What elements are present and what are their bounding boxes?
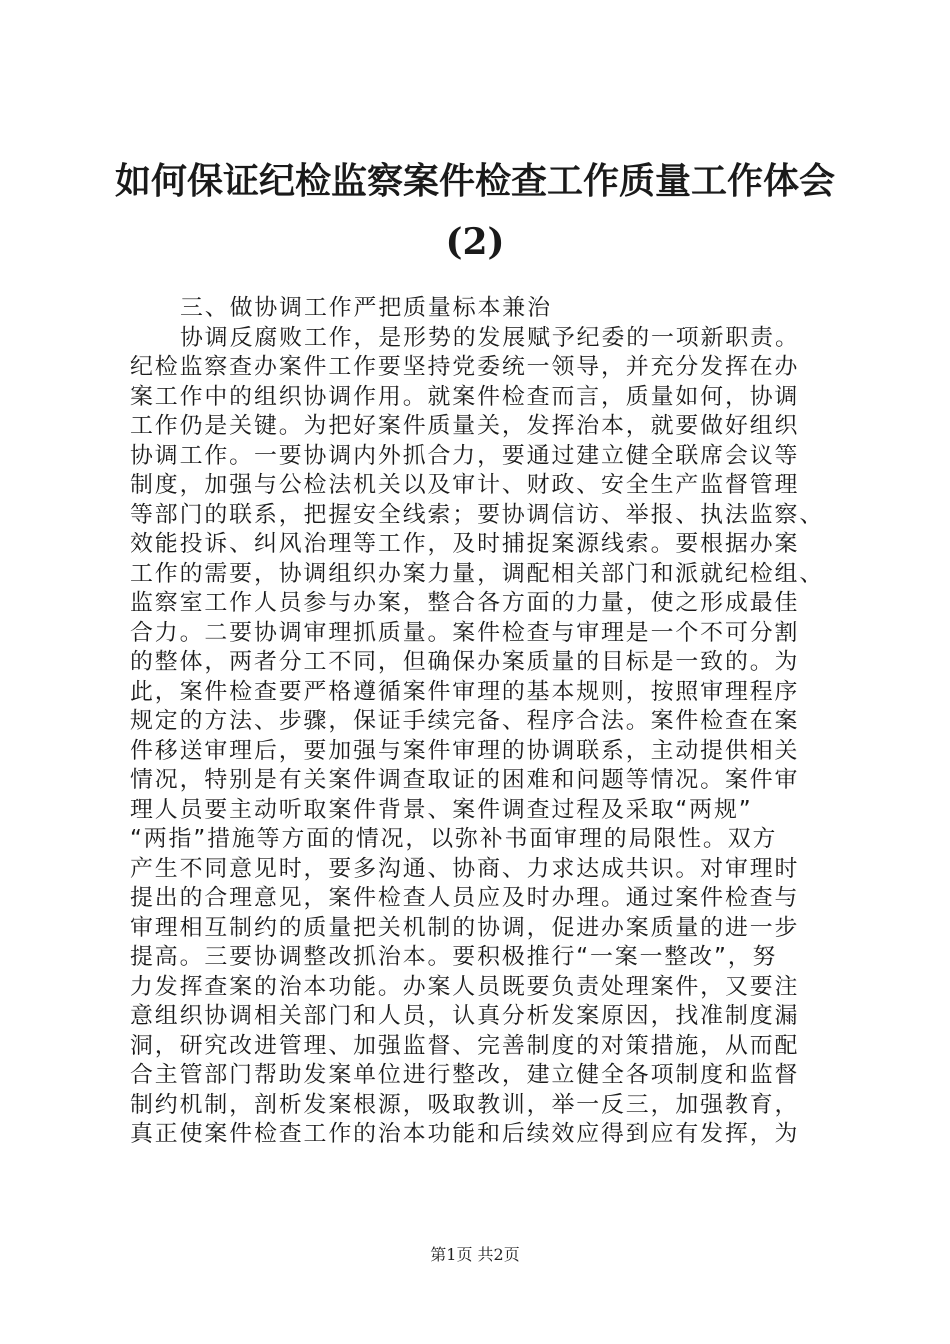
document-title-suffix: (2): [445, 221, 505, 263]
paragraph-line: 等部门的联系，把握安全线索；要协调信访、举报、执法监察、: [130, 501, 825, 528]
paragraph-line: 产生不同意见时，要多沟通、协商、力求达成共识。对审理时: [130, 855, 800, 882]
paragraph-line: 制约机制，剖析发案根源，吸取教训，举一反三，加强教育，: [130, 1091, 800, 1118]
paragraph-line: 制度，加强与公检法机关以及审计、财政、安全生产监督管理: [130, 472, 800, 498]
paragraph-line: 洞，研究改进管理、加强监督、完善制度的对策措施，从而配: [130, 1032, 800, 1059]
paragraph-line: 的整体，两者分工不同，但确保办案质量的目标是一致的。为: [130, 649, 800, 675]
section-heading: 三、做协调工作严把质量标本兼治: [180, 295, 552, 321]
paragraph-line: 效能投诉、纠风治理等工作，及时捕捉案源线索。要根据办案: [130, 531, 800, 557]
paragraph-line: 真正使案件检查工作的治本功能和后续效应得到应有发挥，为: [130, 1121, 800, 1147]
paragraph-line: 合主管部门帮助发案单位进行整改，建立健全各项制度和监督: [130, 1062, 800, 1088]
paragraph-line: 工作的需要，协调组织办案力量，调配相关部门和派就纪检组、: [130, 560, 825, 587]
page-footer: 第1页 共2页: [430, 1245, 520, 1264]
paragraph-line: 纪检监察查办案件工作要坚持党委统一领导，并充分发挥在办: [130, 354, 800, 380]
paragraph-line: 工作仍是关键。为把好案件质量关，发挥治本，就要做好组织: [130, 413, 800, 439]
paragraph-line: 协调工作。一要协调内外抓合力，要通过建立健全联席会议等: [130, 442, 800, 469]
paragraph-line: 力发挥查案的治本功能。办案人员既要负责处理案件，又要注: [130, 973, 800, 1000]
paragraph-line: 规定的方法、步骤，保证手续完备、程序合法。案件检查在案: [130, 708, 800, 734]
paragraph-line: 意组织协调相关部门和人员，认真分析发案原因，找准制度漏: [130, 1003, 800, 1029]
document-body: [130, 294, 830, 1150]
paragraph-line: 合力。二要协调审理抓质量。案件检查与审理是一个不可分割: [130, 619, 800, 646]
paragraph-line: 协调反腐败工作，是形势的发展赋予纪委的一项新职责。: [180, 324, 800, 351]
paragraph-line: 情况，特别是有关案件调查取证的困难和问题等情况。案件审: [130, 767, 800, 793]
paragraph-line: 监察室工作人员参与办案，整合各方面的力量，使之形成最佳: [130, 590, 800, 616]
paragraph-line: 此，案件检查要严格遵循案件审理的基本规则，按照审理程序: [130, 678, 800, 705]
paragraph-line: 提高。三要协调整改抓治本。要积极推行“一案一整改”，努: [130, 944, 778, 970]
paragraph-line: 案工作中的组织协调作用。就案件检查而言，质量如何，协调: [130, 383, 800, 410]
document-title: 如何保证纪检监察案件检查工作质量工作体会: [114, 160, 835, 202]
paragraph-line: 理人员要主动听取案件背景、案件调查过程及采取“两规”: [130, 796, 753, 823]
paragraph-line: 提出的合理意见，案件检查人员应及时办理。通过案件检查与: [130, 885, 800, 911]
paragraph-line: “两指”措施等方面的情况，以弥补书面审理的局限性。双方: [130, 826, 778, 852]
paragraph-line: 件移送审理后，要加强与案件审理的协调联系，主动提供相关: [130, 737, 800, 764]
paragraph-line: 审理相互制约的质量把关机制的协调，促进办案质量的进一步: [130, 914, 800, 941]
